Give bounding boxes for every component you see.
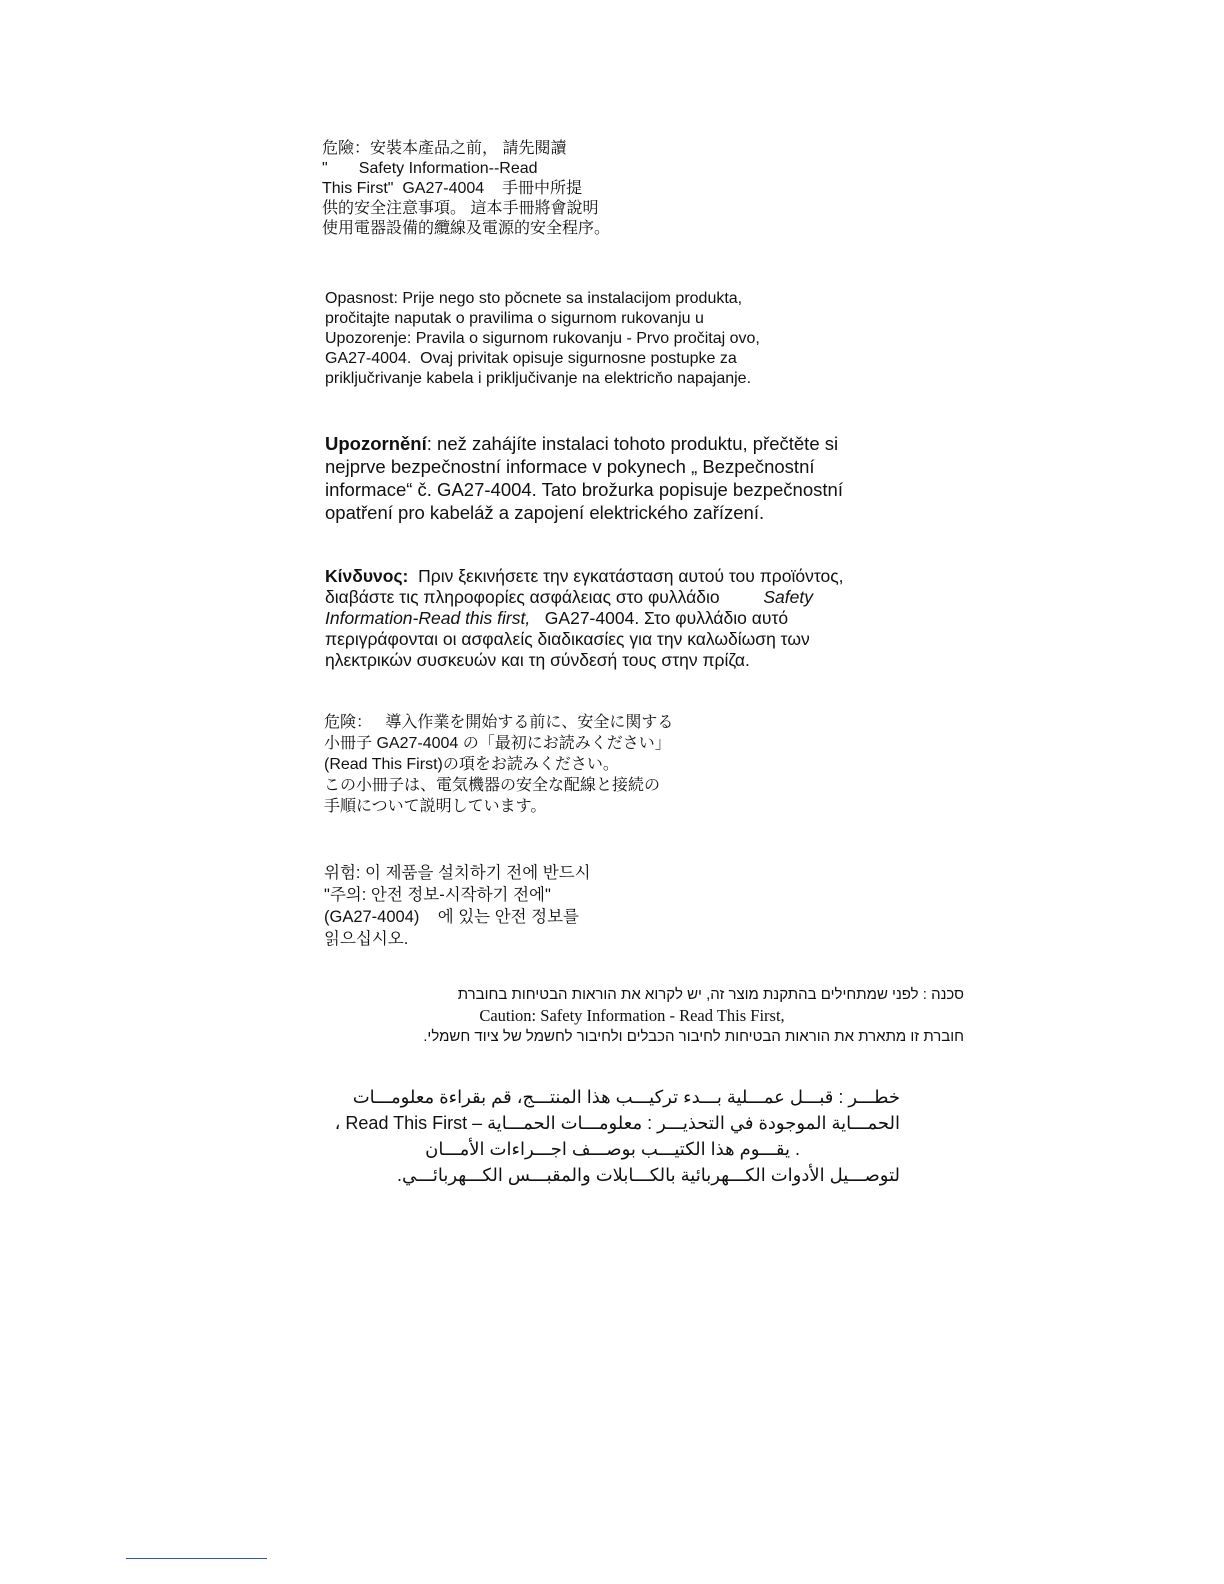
notice-line: ηλεκτρικών συσκευών και τη σύνδεσή τους στην πρίζα. (325, 650, 750, 670)
notice-line: nejprve bezpečnostní informace v pokynech „ Bezpečnostní (325, 456, 815, 477)
arabic-notice (300, 1084, 900, 1188)
notice-line: Κίνδυνος: Πριν ξεκινήσετε την εγκατάσταση αυτού του προϊόντος, (325, 566, 844, 586)
notice-line: opatření pro kabeláž a zapojení elektrického zařízení. (325, 502, 765, 523)
notice-line: Upozorenje: Pravila o sigurnom rukovanju - Prvo pročitaj ovo, (325, 330, 760, 347)
notice-line: GA27-4004. Ovaj privitak opisuje sigurnosne postupke za (325, 350, 737, 367)
notice-line: 危険： 導入作業を開始する前に、安全に関する (324, 714, 674, 731)
footnote-separator (126, 1558, 267, 1559)
notice-line: " Safety Information--Read (322, 160, 538, 177)
notice-line: priključrivanje kabela i priključivanje na elektricňo napajanje. (325, 370, 752, 387)
notice-line: خطـــر : قبـــل عمـــلية بـــدء تركيـــب هذا المنتـــج، قم بقراءة معلومـــات (352, 1087, 900, 1107)
notice-line: 읽으십시오. (324, 930, 409, 948)
notice-line: الحمـــاية الموجودة في التحذيـــر : معلومـــات الحمـــاية – Read This First ، (334, 1113, 900, 1133)
notice-line: 供的安全注意事項。 這本手冊將會說明 (322, 200, 599, 217)
notice-line: . يقـــوم هذا الكتيـــب بوصـــف اجـــراءات الأمـــان (425, 1139, 800, 1159)
notice-caption: Caution: Safety Information - Read This First, (479, 1006, 785, 1025)
notice-line: pročitajte naputak o pravilima o sigurnom rukovanju u (325, 310, 704, 327)
notice-line: (Read This First)の項をお読みください。 (324, 756, 619, 773)
notice-line: Opasnost: Prije nego sto pǒcnete sa instalacijom produkta, (325, 290, 743, 307)
notice-line: Information-Read this first, GA27-4004. Στο φυλλάδιο αυτό (325, 608, 789, 628)
notice-line: "주의: 안전 정보-시작하기 전에" (324, 886, 551, 904)
notice-line: Upozornění: než zahájíte instalaci tohoto produktu, přečtěte si (325, 433, 839, 454)
hebrew-notice (300, 984, 964, 1047)
notice-line: この小冊子は、電気機器の安全な配線と接続の (324, 777, 661, 794)
czech-notice (325, 432, 843, 524)
japanese-notice (324, 712, 673, 817)
notice-line: 手順について説明しています。 (324, 798, 547, 815)
korean-notice (324, 862, 591, 950)
notice-line: لتوصـــيل الأدوات الكـــهربائية بالكـــابلات والمقبـــس الكـــهربائـــي. (397, 1165, 900, 1185)
notice-line: (GA27-4004) 에 있는 안전 정보를 (324, 908, 579, 926)
notice-line: 위험: 이 제품을 설치하기 전에 반드시 (324, 864, 591, 882)
croatian-notice (325, 289, 760, 389)
notice-line: περιγράφονται οι ασφαλείς διαδικασίες για την καλωδίωση των (325, 629, 810, 649)
notice-label: Upozornění (325, 433, 427, 454)
notice-line: informace“ č. GA27-4004. Tato brožurka popisuje bezpečnostní (325, 479, 843, 500)
notice-line: This First" GA27-4004 手冊中所提 (322, 180, 582, 197)
notice-line: חוברת זו מתארת את הוראות הבטיחות לחיבור הכבלים ולחיבור לחשמל של ציוד חשמלי. (423, 1028, 964, 1045)
notice-line: 小冊子 GA27-4004 の「最初にお読みください」 (324, 735, 671, 752)
greek-notice (325, 566, 844, 671)
notice-label: Κίνδυνος: (325, 566, 409, 586)
notice-line: διαβάστε τις πληροφορίες ασφάλειας στο φυλλάδιο Safety (325, 587, 813, 607)
notice-line: 使用電器設備的纜線及電源的安全程序。 (322, 220, 611, 237)
chinese-traditional-notice (322, 139, 610, 239)
notice-line: סכנה : לפני שמתחילים בהתקנת מוצר זה, יש לקרוא את הוראות הבטיחות בחוברת (457, 986, 964, 1003)
notice-line: 危險：安裝本產品之前， 請先閱讀 (322, 140, 567, 157)
